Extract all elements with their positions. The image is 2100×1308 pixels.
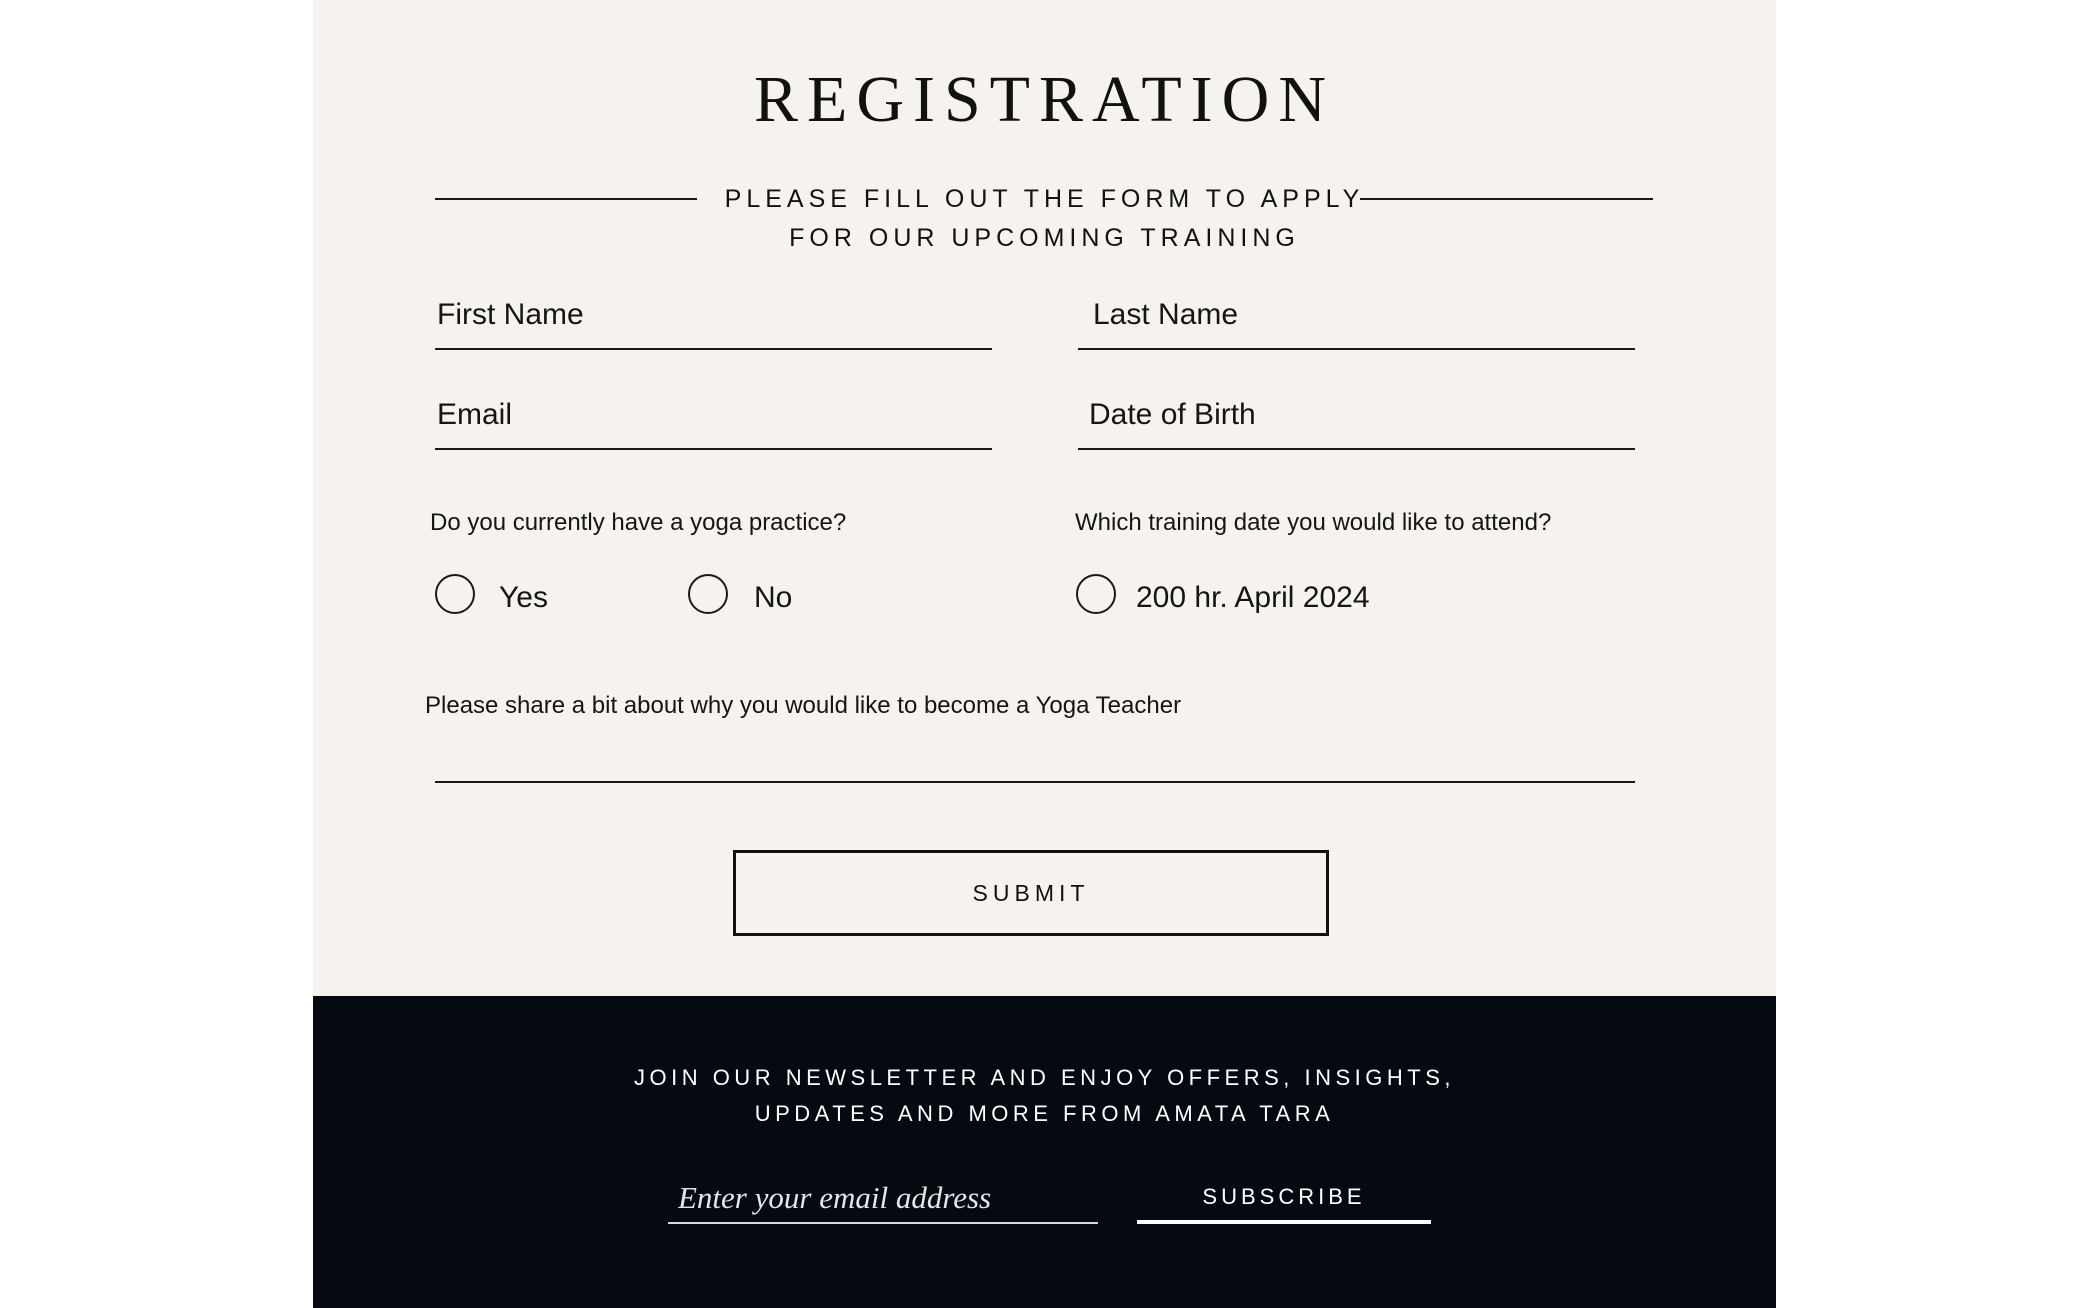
teacher-answer-underline — [435, 781, 1635, 783]
subscribe-button[interactable]: SUBSCRIBE — [1137, 1174, 1431, 1224]
submit-button[interactable]: SUBMIT — [733, 850, 1329, 936]
first-name-label: First Name — [437, 298, 584, 331]
training-april-2024-label[interactable]: 200 hr. April 2024 — [1136, 581, 1370, 614]
subtitle-line-1: PLEASE FILL OUT THE FORM TO APPLY — [724, 185, 1365, 213]
newsletter-text — [313, 1060, 1776, 1132]
practice-no-radio[interactable] — [688, 574, 728, 614]
email-label: Email — [437, 398, 513, 431]
last-name-field[interactable] — [1078, 292, 1635, 352]
date-of-birth-field[interactable] — [1078, 392, 1635, 452]
training-april-2024-radio[interactable] — [1076, 574, 1116, 614]
registration-panel — [313, 0, 1776, 996]
date-of-birth-underline — [1078, 448, 1635, 450]
practice-question: Do you currently have a yoga practice? — [430, 509, 847, 536]
practice-yes-label[interactable]: Yes — [499, 581, 548, 614]
practice-no-label[interactable]: No — [754, 581, 793, 614]
email-field[interactable] — [435, 392, 992, 452]
practice-yes-radio[interactable] — [435, 574, 475, 614]
form-subtitle — [313, 180, 1776, 258]
newsletter-line-2: UPDATES AND MORE FROM AMATA TARA — [754, 1101, 1335, 1126]
newsletter-line-1: JOIN OUR NEWSLETTER AND ENJOY OFFERS, INSIGHTS, — [633, 1065, 1456, 1090]
newsletter-email-input[interactable] — [668, 1174, 1098, 1224]
first-name-underline — [435, 348, 992, 350]
email-underline — [435, 448, 992, 450]
subtitle-line-2: FOR OUR UPCOMING TRAINING — [789, 224, 1300, 252]
date-of-birth-label: Date of Birth — [1089, 398, 1256, 431]
last-name-underline — [1078, 348, 1635, 350]
training-date-question: Which training date you would like to attend? — [1075, 509, 1552, 536]
teacher-answer-field[interactable] — [435, 730, 1635, 786]
newsletter-footer — [313, 996, 1776, 1308]
page-title: REGISTRATION — [754, 63, 1335, 136]
teacher-question: Please share a bit about why you would like to become a Yoga Teacher — [425, 692, 1182, 719]
first-name-field[interactable] — [435, 292, 992, 352]
last-name-label: Last Name — [1093, 298, 1239, 331]
